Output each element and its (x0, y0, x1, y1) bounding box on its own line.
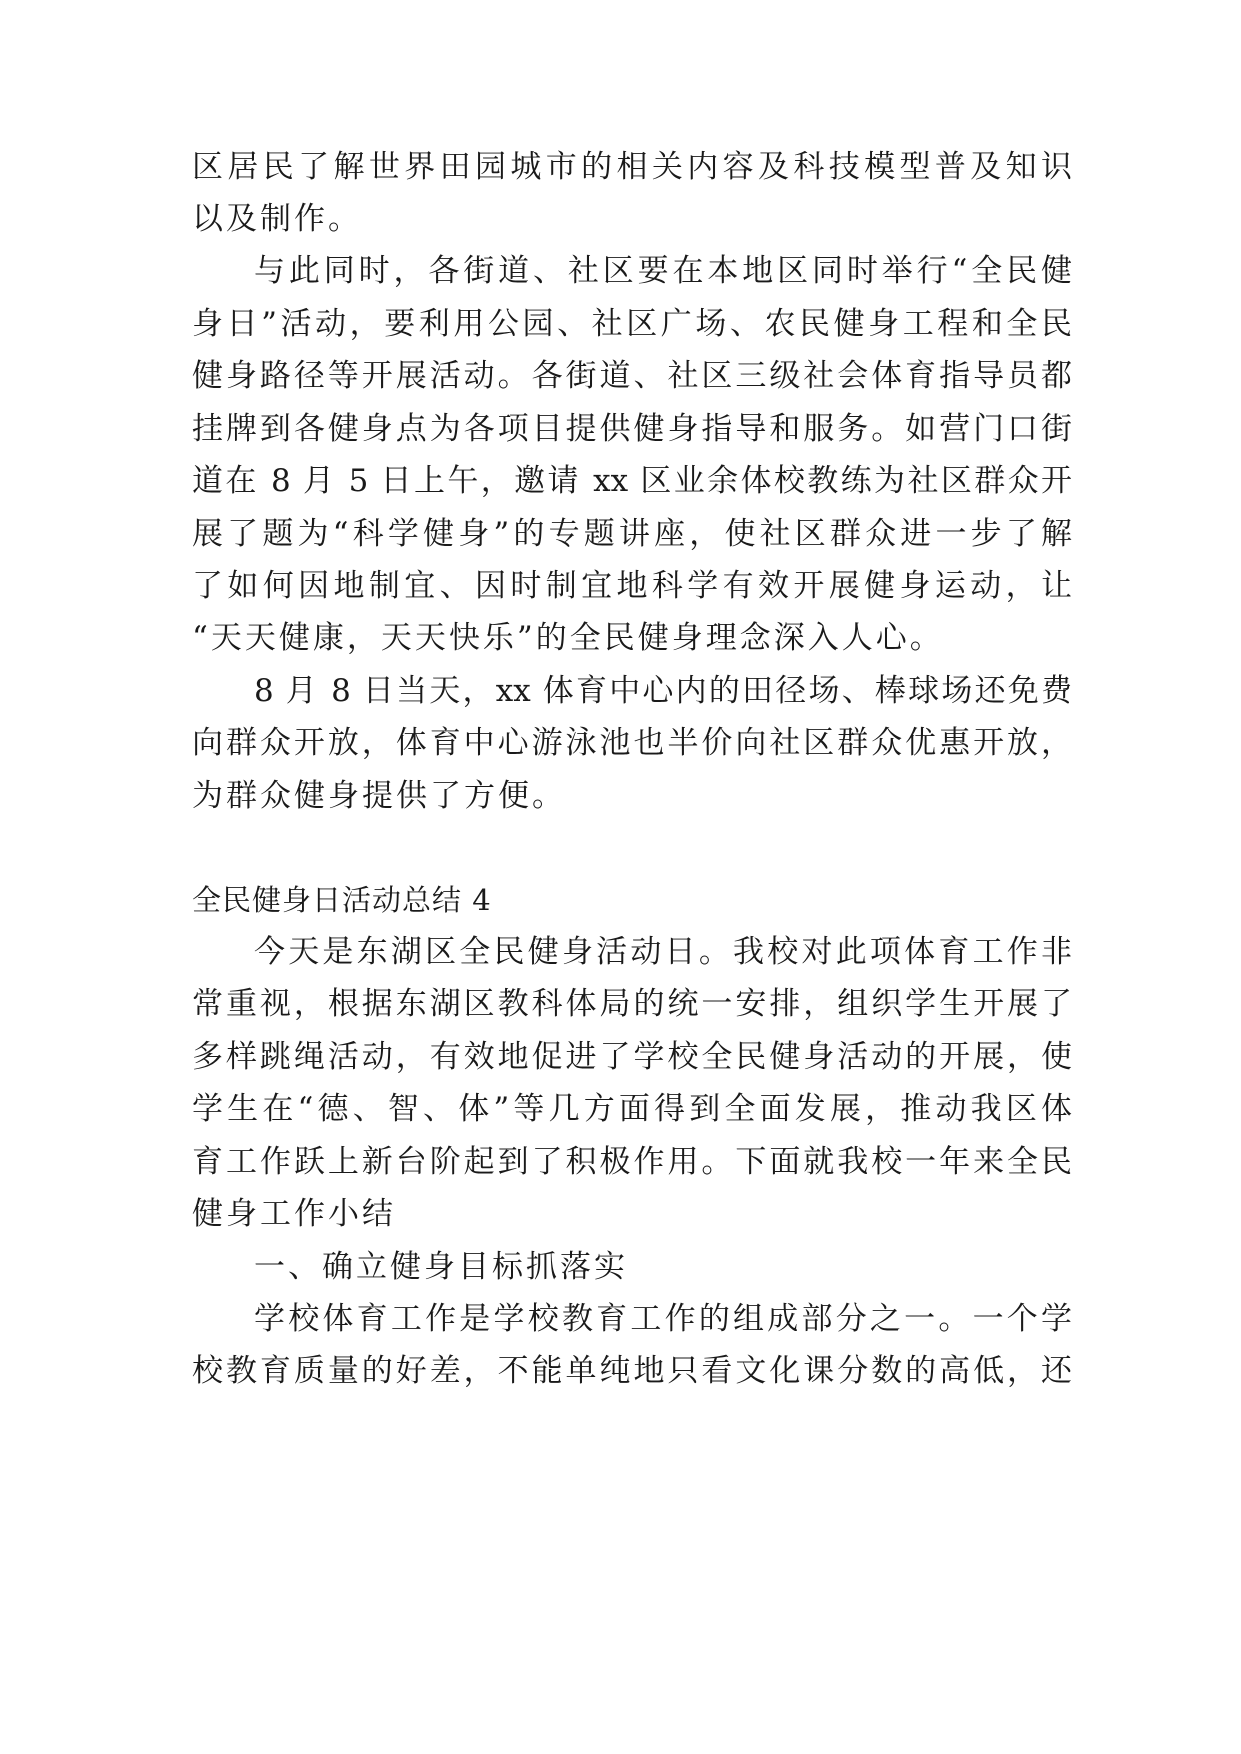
paragraph-line: 区居民了解世界田园城市的相关内容及科技模型普及知识 (192, 149, 1072, 185)
section-heading: 全民健身日活动总结 4 (192, 883, 492, 917)
paragraph-line: 学生在“德、智、体”等几方面得到全面发展，推动我区体 (192, 1091, 1072, 1127)
paragraph-line: 身日”活动，要利用公园、社区广场、农民健身工程和全民 (192, 306, 1072, 342)
paragraph-line: 多样跳绳活动，有效地促进了学校全民健身活动的开展，使 (192, 1039, 1072, 1075)
paragraph-line: “天天健康，天天快乐”的全民健身理念深入人心。 (192, 620, 944, 656)
paragraph-line: 学校体育工作是学校教育工作的组成部分之一。一个学 (254, 1301, 1072, 1337)
paragraph-line: 道在 8 月 5 日上午，邀请 xx 区业余体校教练为社区群众开 (192, 463, 1072, 499)
paragraph-line: 与此同时，各街道、社区要在本地区同时举行“全民健 (254, 253, 1072, 289)
paragraph-line: 展了题为“科学健身”的专题讲座，使社区群众进一步了解 (192, 516, 1072, 552)
paragraph-line: 校教育质量的好差，不能单纯地只看文化课分数的高低，还 (192, 1353, 1072, 1389)
paragraph-line: 常重视，根据东湖区教科体局的统一安排，组织学生开展了 (192, 986, 1072, 1022)
paragraph-line: 挂牌到各健身点为各项目提供健身指导和服务。如营门口街 (192, 411, 1072, 447)
paragraph-line: 健身路径等开展活动。各街道、社区三级社会体育指导员都 (192, 358, 1072, 394)
subsection-heading: 一、确立健身目标抓落实 (254, 1249, 628, 1285)
paragraph-line: 为群众健身提供了方便。 (192, 778, 566, 814)
paragraph-line: 了如何因地制宜、因时制宜地科学有效开展健身运动，让 (192, 568, 1072, 604)
paragraph-line: 健身工作小结 (192, 1196, 396, 1232)
paragraph-line: 向群众开放，体育中心游泳池也半价向社区群众优惠开放， (192, 725, 1072, 761)
paragraph-line: 8 月 8 日当天，xx 体育中心内的田径场、棒球场还免费 (254, 673, 1072, 709)
paragraph-line: 育工作跃上新台阶起到了积极作用。下面就我校一年来全民 (192, 1144, 1072, 1180)
paragraph-line: 以及制作。 (192, 201, 362, 237)
paragraph-line: 今天是东湖区全民健身活动日。我校对此项体育工作非 (254, 934, 1072, 970)
